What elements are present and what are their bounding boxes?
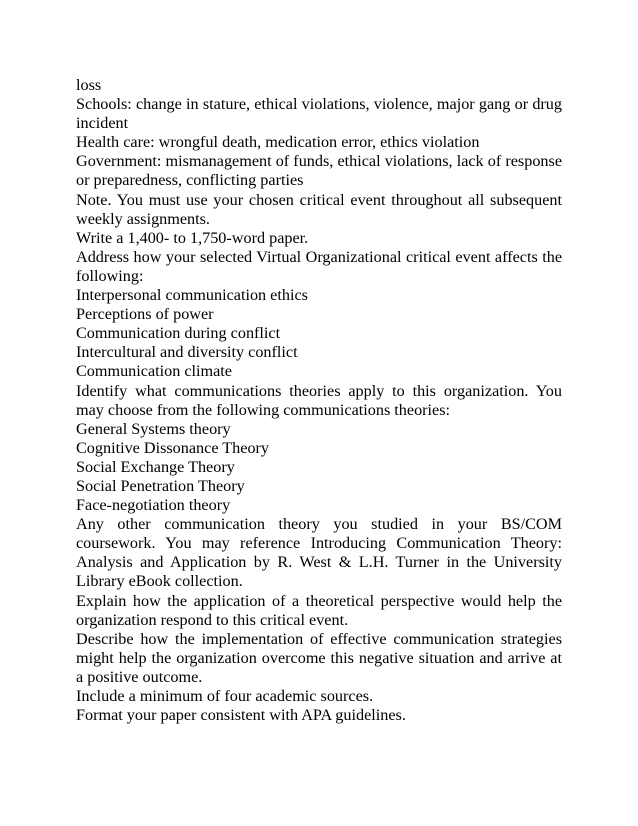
list-item-intercultural-conflict: Intercultural and diversity conflict bbox=[76, 343, 298, 362]
paragraph-health-care: Health care: wrongful death, medication error, ethics violation bbox=[76, 133, 480, 152]
paragraph-apa-format: Format your paper consistent with APA guidelines. bbox=[76, 706, 406, 725]
list-item-communication-conflict: Communication during conflict bbox=[76, 324, 281, 343]
paragraph-government: Government: mismanagement of funds, ethical violations, lack of response or preparedness, conflicting parties bbox=[76, 152, 562, 190]
paragraph-note: Note. You must use your chosen critical event throughout all subsequent weekly assignments. bbox=[76, 190, 562, 228]
list-item-general-systems: General Systems theory bbox=[76, 419, 231, 438]
document-page bbox=[76, 76, 562, 725]
paragraph-sources: Include a minimum of four academic sources. bbox=[76, 687, 374, 705]
paragraph-schools: Schools: change in stature, ethical violations, violence, major gang or drug incident bbox=[76, 95, 562, 133]
list-item-face-negotiation: Face-negotiation theory bbox=[76, 496, 231, 515]
paragraph-loss: loss bbox=[76, 76, 102, 94]
list-item-social-exchange: Social Exchange Theory bbox=[76, 457, 235, 476]
list-item-perceptions-of-power: Perceptions of power bbox=[76, 305, 214, 324]
paragraph-other-theory: Any other communication theory you studied in your BS/COM coursework. You may reference Introducing Communication Theory: Analysis and Application by R. West & L.H. Turner in the University Library eBook collection. bbox=[76, 515, 562, 591]
list-item-cognitive-dissonance: Cognitive Dissonance Theory bbox=[76, 438, 270, 457]
paragraph-explain: Explain how the application of a theoretical perspective would help the organization respond to this critical event. bbox=[76, 591, 562, 629]
list-item-communication-climate: Communication climate bbox=[76, 362, 232, 381]
paragraph-word-count: Write a 1,400- to 1,750-word paper. bbox=[76, 228, 309, 247]
list-item-social-penetration: Social Penetration Theory bbox=[76, 476, 245, 495]
paragraph-address: Address how your selected Virtual Organizational critical event affects the following: bbox=[76, 247, 562, 285]
paragraph-identify-theories: Identify what communications theories apply to this organization. You may choose from the following communications theories: bbox=[76, 381, 562, 419]
list-item-interpersonal-ethics: Interpersonal communication ethics bbox=[76, 286, 308, 305]
paragraph-describe: Describe how the implementation of effective communication strategies might help the organization overcome this negative situation and arrive at a positive outcome. bbox=[76, 629, 562, 686]
